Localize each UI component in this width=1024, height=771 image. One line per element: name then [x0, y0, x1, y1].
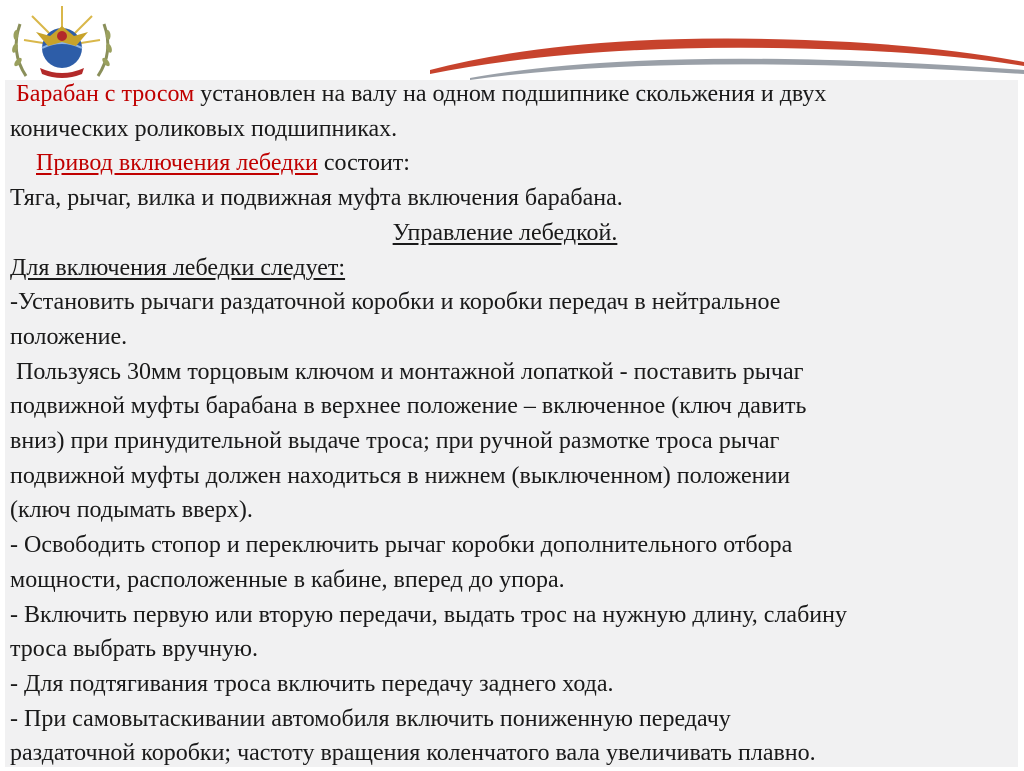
subheading-text: Для включения лебедки следует: [10, 254, 346, 281]
text-line: подвижной муфты барабана в верхнее положение – включенное (ключ давить [10, 393, 807, 420]
text-line: Пользуясь 30мм торцовым ключом и монтажной лопаткой - поставить рычаг [16, 358, 804, 385]
text-line: - Включить первую или вторую передачи, выдать трос на нужную длину, слабину [10, 601, 847, 628]
subheading [10, 251, 1000, 286]
header-swoosh-decoration [430, 20, 1024, 80]
slide-body-text [10, 77, 1000, 771]
text-line: - Для подтягивания троса включить передачу заднего хода. [10, 670, 614, 697]
highlight-winch-drive: Привод включения лебедки [36, 150, 318, 177]
text-line: подвижной муфты должен находиться в нижнем (выключенном) положении [10, 462, 791, 489]
highlight-drum-with-cable: Барабан с тросом [16, 81, 195, 107]
text-line: троса выбрать вручную. [10, 636, 258, 663]
military-emblem-icon [6, 2, 118, 78]
section-heading-text: Управление лебедкой. [392, 219, 618, 246]
text-line: - При самовытаскивании автомобиля включить пониженную передачу [10, 705, 731, 732]
text-line: Тяга, рычаг, вилка и подвижная муфта включения барабана. [10, 185, 623, 212]
text-line: состоит: [317, 150, 410, 177]
text-line: -Установить рычаги раздаточной коробки и коробки передач в нейтральное [10, 289, 781, 316]
section-heading [10, 216, 1000, 251]
text-line: положение. [10, 323, 128, 350]
text-line: мощности, расположенные в кабине, вперед до упора. [10, 566, 565, 593]
text-line: раздаточной коробки; частоту вращения коленчатого вала увеличивать плавно. [10, 740, 816, 767]
text-line: конических роликовых подшипниках. [10, 115, 398, 142]
paragraph-drive [10, 146, 1000, 181]
slide-header [0, 0, 1024, 80]
text-line: (ключ подымать вверх). [10, 497, 253, 524]
text-line: вниз) при принудительной выдаче троса; при ручной размотке троса рычаг [10, 428, 780, 455]
text-line: установлен на валу на одном подшипнике скольжения и двух [194, 81, 827, 107]
text-line: - Освободить стопор и переключить рычаг коробки дополнительного отбора [10, 532, 793, 559]
paragraph-drum [10, 77, 1000, 112]
